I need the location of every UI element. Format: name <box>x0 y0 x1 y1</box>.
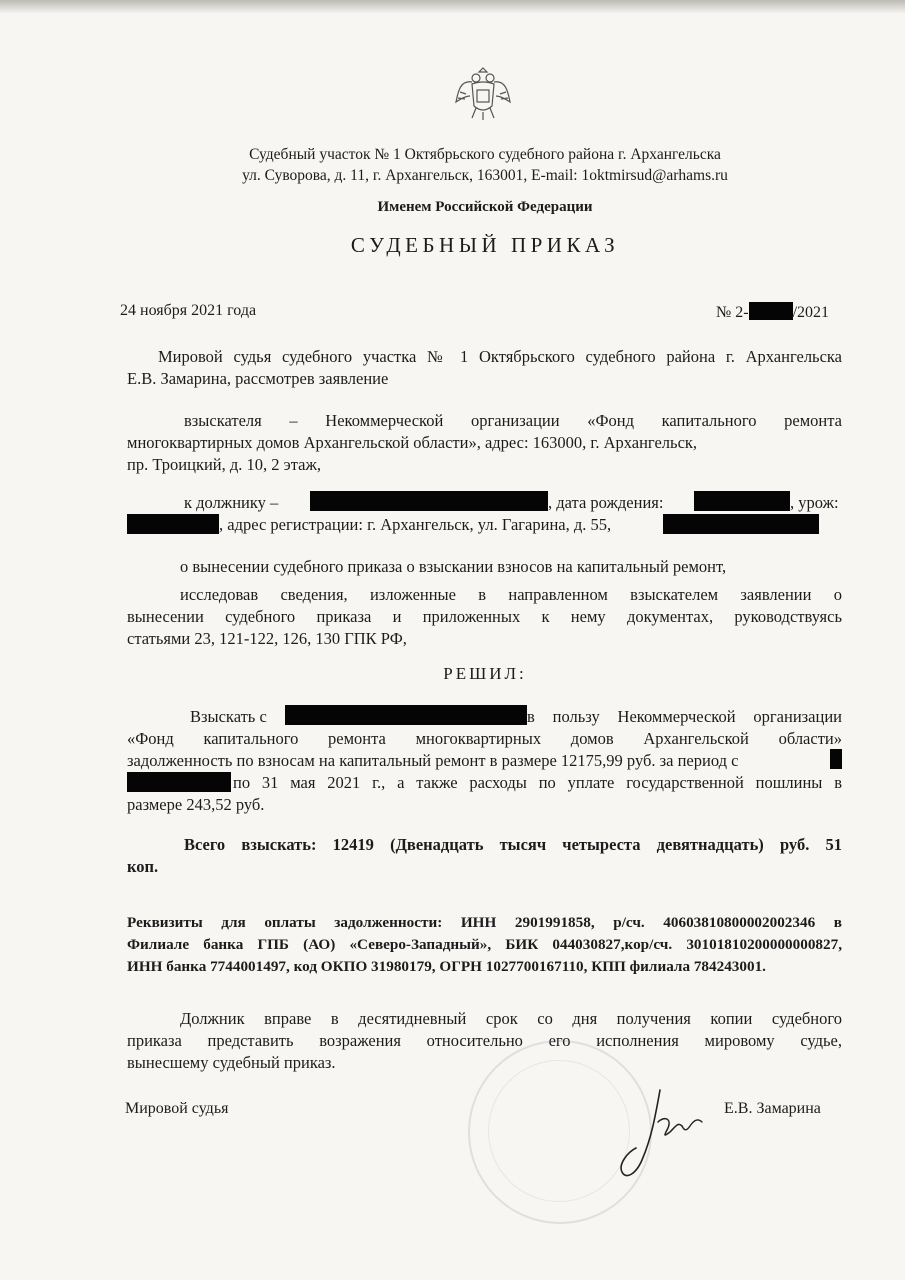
redaction-bar <box>127 772 231 792</box>
debtor-birth-label: , дата рождения: <box>548 493 664 512</box>
claimant-line-2: многоквартирных домов Архангельской области», адрес: 163000, г. Архангельск, <box>127 433 698 452</box>
claimant-line-3: пр. Троицкий, д. 10, 2 этаж, <box>127 455 321 474</box>
recover-line-4: по 31 мая 2021 г., а также расходы по уплате государственной пошлины в <box>233 773 842 792</box>
requisites-line-1: Реквизиты для оплаты задолженности: ИНН 2901991858, р/сч. 40603810800002002346 в <box>127 914 842 931</box>
claimant-line-1: взыскателя – Некоммерческой организации «Фонд капитального ремонта <box>184 411 842 430</box>
redaction-bar <box>310 491 548 511</box>
redaction-bar <box>285 705 527 725</box>
redaction-bar <box>127 514 219 534</box>
total-line-2: коп. <box>127 857 159 876</box>
basis-line-3: статьями 23, 121-122, 126, 130 ГПК РФ, <box>127 629 407 648</box>
debtor-address: , адрес регистрации: г. Архангельск, ул. Гагарина, д. 55, <box>219 515 612 534</box>
in-the-name-heading: Именем Российской Федерации <box>377 199 593 215</box>
court-name: Судебный участок № 1 Октябрьского судебного района г. Архангельска <box>249 146 721 163</box>
recover-line-5: размере 243,52 руб. <box>127 795 265 814</box>
subject-line: о вынесении судебного приказа о взыскании взносов на капитальный ремонт, <box>180 557 727 576</box>
objection-line-2: приказа представить возражения относительно его исполнения мировому судье, <box>127 1031 842 1050</box>
recover-line-3: задолженность по взносам на капитальный ремонт в размере 12175,99 руб. за период с <box>127 751 739 770</box>
order-date: 24 ноября 2021 года <box>120 302 257 319</box>
debtor-prefix: к должнику – <box>184 493 279 512</box>
debtor-native-label: , урож: <box>790 493 839 512</box>
court-header <box>200 144 770 186</box>
redaction-bar <box>749 302 793 320</box>
judge-position: Мировой судья <box>125 1100 229 1117</box>
recover-line-2: «Фонд капитального ремонта многоквартирных домов Архангельской области» <box>127 729 842 748</box>
case-number-prefix: № 2- <box>716 304 749 321</box>
objection-line-3: вынесшему судебный приказ. <box>127 1053 336 1072</box>
total-line-1: Всего взыскать: 12419 (Двенадцать тысяч четыреста девятнадцать) руб. 51 <box>184 835 842 854</box>
requisites-line-2: Филиале банка ГПБ (АО) «Северо-Западный», БИК 044030827,кор/сч. 30101810200000000827, <box>127 936 842 953</box>
faded-stamp-inner-ring <box>488 1060 630 1202</box>
basis-line-2: вынесении судебного приказа и приложенных к нему документах, руководствуясь <box>127 607 842 626</box>
recover-beneficiary: в пользу Некоммерческой организации <box>527 707 842 726</box>
case-number <box>716 302 829 322</box>
scan-edge-shadow <box>0 0 905 14</box>
case-number-suffix: /2021 <box>792 304 830 321</box>
resolved-heading: РЕШИЛ: <box>443 664 527 683</box>
intro-line-2: Е.В. Замарина, рассмотрев заявление <box>127 369 389 388</box>
redaction-bar <box>830 749 842 769</box>
redaction-bar <box>694 491 790 511</box>
objection-line-1: Должник вправе в десятидневный срок со дня получения копии судебного <box>180 1009 842 1028</box>
recover-prefix: Взыскать с <box>190 707 267 726</box>
intro-line-1: Мировой судья судебного участка № 1 Октябрьского судебного района г. Архангельска <box>158 347 842 366</box>
judge-name: Е.В. Замарина <box>724 1100 821 1117</box>
court-address: ул. Суворова, д. 11, г. Архангельск, 163001, E-mail: 1oktmirsud@arhams.ru <box>242 167 728 184</box>
document-title: СУДЕБНЫЙ ПРИКАЗ <box>350 233 620 257</box>
requisites-line-3: ИНН банка 7744001497, код ОКПО 31980179, ОГРН 1027700167110, КПП филиала 784243001. <box>127 958 766 975</box>
basis-line-1: исследовав сведения, изложенные в направленном взыскателем заявлении о <box>180 585 842 604</box>
handwritten-signature-icon <box>612 1082 722 1192</box>
redaction-bar <box>663 514 819 534</box>
coat-of-arms-emblem-icon <box>452 62 514 124</box>
